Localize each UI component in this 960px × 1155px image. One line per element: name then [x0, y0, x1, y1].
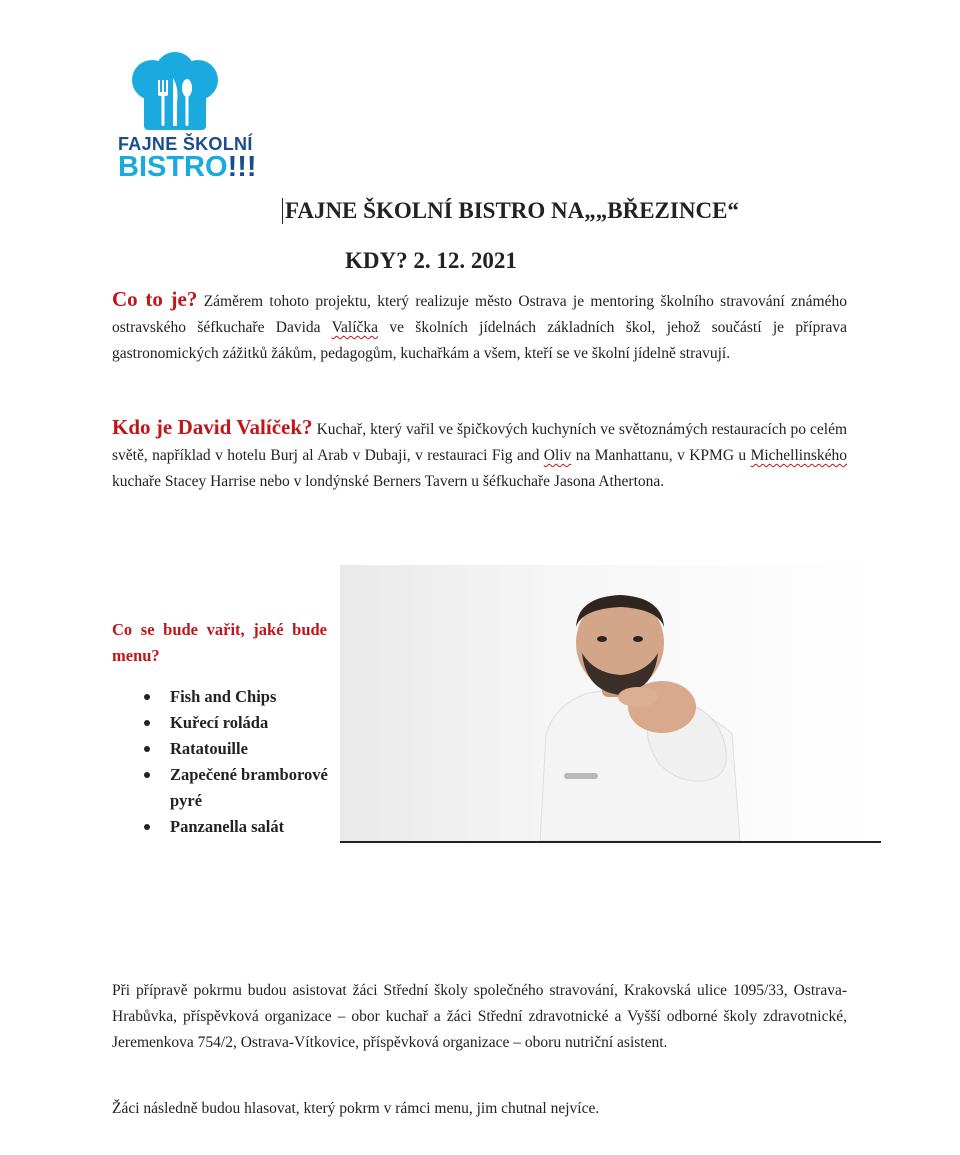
about-heading: Kdo je David Valíček?: [112, 415, 313, 439]
voting-paragraph: Žáci následně budou hlasovat, který pokrm v rámci menu, jim chutnal nejvíce.: [112, 1100, 600, 1117]
about-text-c: na Manhattanu, v KPMG u: [571, 447, 751, 464]
menu-item: Fish and Chips: [140, 684, 330, 710]
intro-text-b: Valíčka: [331, 319, 379, 336]
assistance-paragraph: Při přípravě pokrmu budou asistovat žáci Střední školy společného stravování, Krakovská ulice 1095/33, Ostrava-Hrabůvka, příspěvková organizace – obor kuchař a žáci Střední zdravotnické a Vyšší odborné školy zdravotnické, Jeremenkova 754/2, Ostrava-Vítkovice, příspěvková organizace – oboru nutriční asistent.: [112, 982, 847, 1051]
intro-text-c: ve školních jídelnách základních škol, jehož součástí je příprava gastronomických zážitků žákům, pedagogům, kuchařkám a všem, kteří se ve školní jídelně stravují.: [112, 319, 847, 362]
about-text-b: Oliv: [543, 447, 572, 464]
cutlery-icons: [158, 78, 192, 126]
about-text-d: Michellinského: [750, 447, 848, 464]
bistro-logo: [118, 52, 293, 192]
menu-item: Zapečené bramborové pyré: [140, 762, 330, 814]
logo-text-line1: FAJNE ŠKOLNÍ: [118, 134, 253, 154]
intro-text-a: Záměrem tohoto projektu, který realizuje město Ostrava je mentoring školního stravování známého ostravského šéfkuchaře Davida: [112, 293, 847, 336]
menu-list: [140, 684, 330, 840]
about-text-a: Kuchař, který vařil ve špičkových kuchyních ve světoznámých restauracích po celém světě, například v hotelu Burj al Arab v Dubaji, v restauraci Fig and: [112, 421, 848, 464]
logo-text-line2: [118, 153, 257, 182]
event-date: KDY? 2. 12. 2021: [345, 248, 517, 273]
menu-item: Kuřecí roláda: [140, 710, 330, 736]
chef-photo: [340, 565, 881, 843]
chef-pointing-illustration: [340, 565, 881, 841]
menu-question: Co se bude vařit, jaké bude menu?: [112, 620, 327, 665]
logo-text-exclaim: !!!: [227, 151, 257, 183]
intro-paragraph: [112, 286, 847, 367]
menu-item: Panzanella salát: [140, 814, 330, 840]
menu-item: Ratatouille: [140, 736, 330, 762]
intro-heading: Co to je?: [112, 287, 198, 311]
chef-hat-logo-icon: [130, 52, 220, 132]
about-paragraph: [112, 414, 847, 495]
logo-text-bistro: BISTRO: [118, 151, 228, 183]
page-title: FAJNE ŠKOLNÍ BISTRO NA„„BŘEZINCE“: [282, 198, 739, 224]
about-text-e: kuchaře Stacey Harrise nebo v londýnské Berners Tavern u šéfkuchaře Jasona Athertona.: [112, 473, 665, 490]
